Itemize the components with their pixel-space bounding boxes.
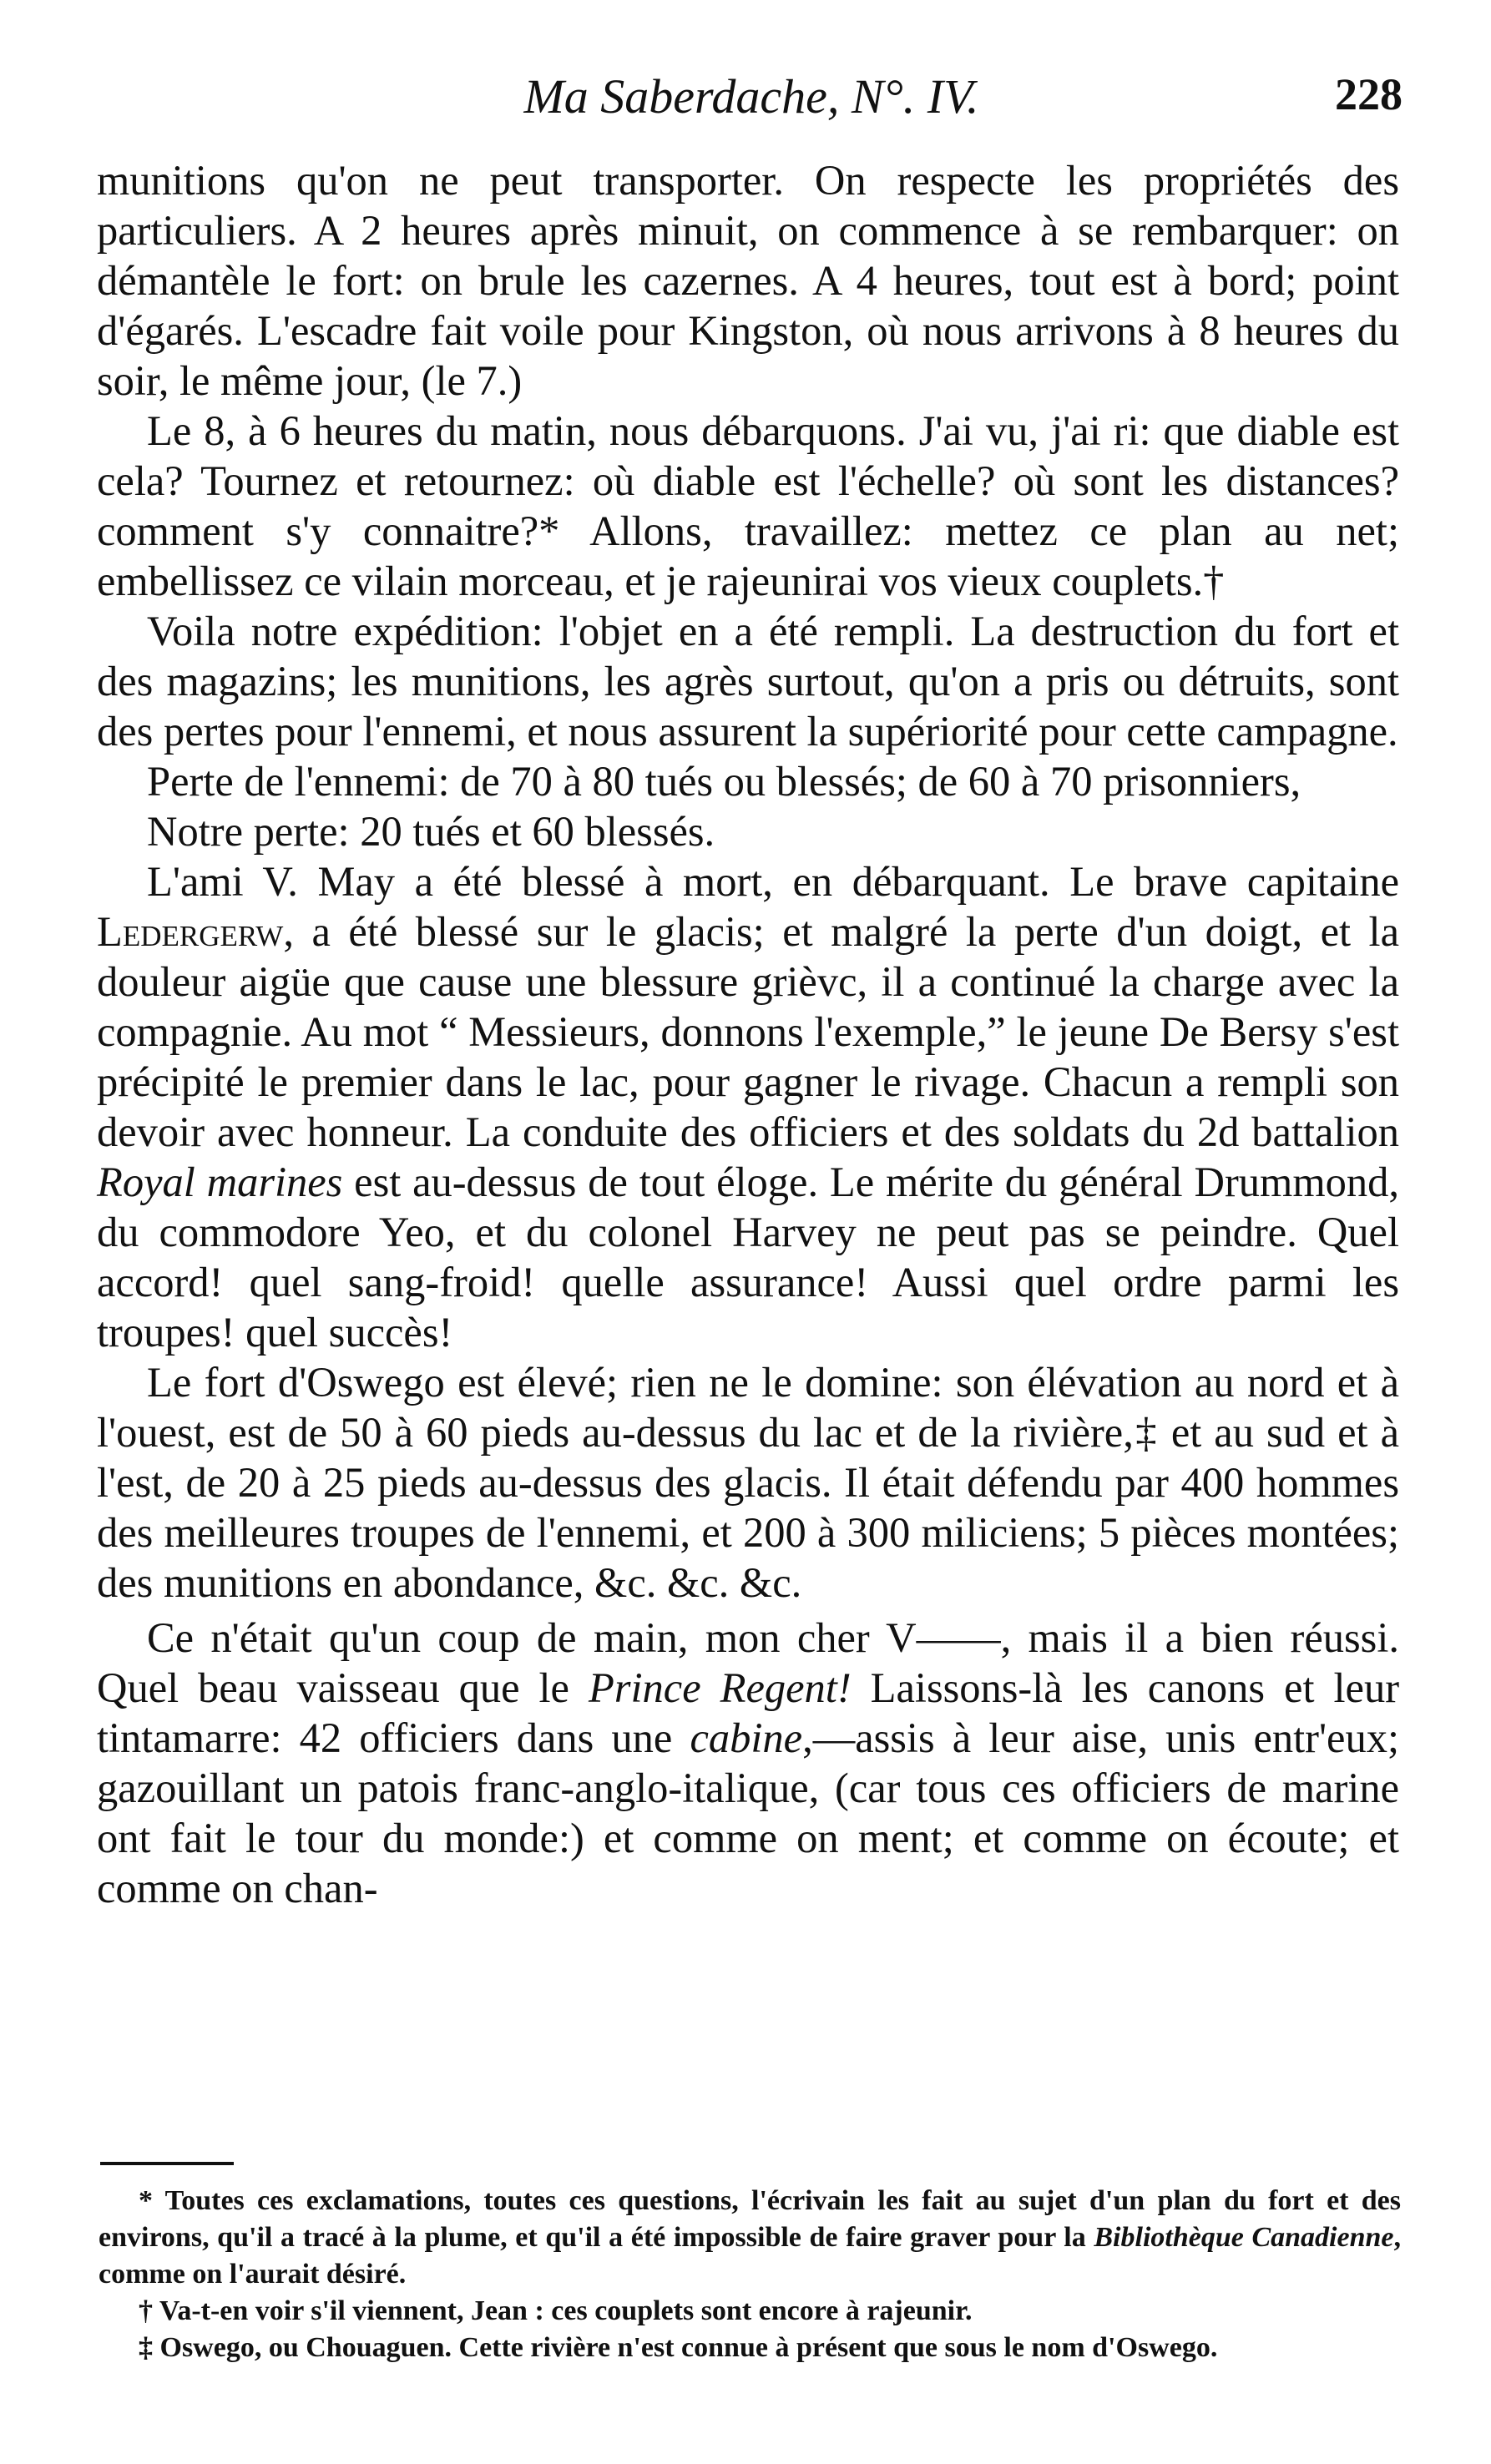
paragraph-8-text-a: Ce n'était qu'un coup de main, mon cher V——, mais il a bien réussi. Quel beau vaisseau que le — [97, 1614, 1399, 1711]
footnote-1-italic: Bibliothèque Canadienne — [1094, 2222, 1394, 2253]
footnote-rule — [100, 2162, 234, 2165]
paragraph-6-text-c: est au-dessus de tout éloge. Le mérite du général Drummond, du commodore Yeo, et du colonel Harvey ne peut pas se peindre. Quel accord! quel sang-froid! quelle assurance! Aussi quel ordre parmi les troupes! quel succès! — [97, 1159, 1399, 1356]
footnote-1 — [99, 2183, 1401, 2293]
paragraph-5: Notre perte: 20 tués et 60 blessés. — [147, 808, 715, 855]
paragraph-2: Le 8, à 6 heures du matin, nous débarquons. J'ai vu, j'ai ri: que diable est cela? Tournez et retournez: où diable est l'échelle? où sont les distances? comment s'y connaitre?* Allons, travaillez: mettez ce plan au net; embellissez ce vilain morceau, et je rajeunirai vos vieux couplets.† — [97, 407, 1399, 604]
body-text — [97, 155, 1399, 1913]
footnote-2: † Va-t-en voir s'il viennent, Jean : ces couplets sont encore à rajeunir. — [139, 2295, 973, 2326]
ship-name-italic: Prince Regent! — [589, 1664, 852, 1711]
footnote-3: ‡ Oswego, ou Chouaguen. Cette rivière n'est connue à présent que sous le nom d'Oswego. — [139, 2332, 1218, 2363]
captain-name: Ledergerw — [97, 908, 284, 955]
paragraph-1: munitions qu'on ne peut transporter. On respecte les propriétés des particuliers. A 2 heures après minuit, on commence à se rembarquer: on démantèle le fort: on brule les cazernes. A 4 heures, tout est à bord; point d'égarés. L'escadre fait voile pour Kingston, où nous arrivons à 8 heures du soir, le même jour, (le 7.) — [97, 157, 1399, 404]
footnotes — [99, 2183, 1401, 2366]
paragraph-6 — [97, 856, 1399, 1357]
cabine-italic: cabine — [690, 1714, 803, 1761]
paragraph-6-text-b: , a été blessé sur le glacis; et malgré la perte d'un doigt, et la douleur aigüe que cause une blessure grièvc, il a continué la charge avec la compagnie. Au mot “ Messieurs, donnons l'exemple,” le jeune De Bersy s'est précipité le premier dans le lac, pour gagner le rivage. Chacun a rempli son devoir avec honneur. La conduite des officiers et des soldats du 2d battalion — [97, 908, 1399, 1155]
running-title: Ma Saberdache, N°. IV. — [523, 69, 979, 124]
page-number: 228 — [1335, 69, 1403, 119]
paragraph-7: Le fort d'Oswego est élevé; rien ne le domine: son élévation au nord et à l'ouest, est de 50 à 60 pieds au-dessus du lac et de la rivière,‡ et au sud et à l'est, de 20 à 25 pieds au-dessus des glacis. Il était défendu par 400 hommes des meilleures troupes de l'ennemi, et 200 à 300 miliciens; 5 pièces montées; des munitions en abondance, &c. &c. &c. — [97, 1359, 1399, 1606]
royal-marines-italic: Royal marines — [97, 1159, 343, 1205]
page-header — [100, 65, 1403, 132]
paragraph-3: Voila notre expédition: l'objet en a été rempli. La destruction du fort et des magazins; les munitions, les agrès surtout, qu'on a pris ou détruits, sont des pertes pour l'ennemi, et nous assurent la supériorité pour cette campagne. — [97, 608, 1399, 755]
paragraph-6-text-a: L'ami V. May a été blessé à mort, en débarquant. Le brave capitaine — [147, 858, 1399, 905]
footnote-1-text-a: * Toutes ces exclamations, toutes ces questions, l'écrivain les fait au sujet d'un plan du fort et des environs, qu'il a tracé à la plume, et qu'il a été impossible de faire graver pour la — [99, 2185, 1401, 2253]
paragraph-8-text-c: ,—assis à leur aise, unis entr'eux; gazouillant un patois franc-anglo-italique, (car tous ces officiers de marine ont fait le tour du monde:) et comme on ment; et comme on écoute; et comme on chan- — [97, 1714, 1399, 1911]
footnote-1-text-b: , comme on l'aurait désiré. — [99, 2222, 1401, 2290]
paragraph-8 — [97, 1613, 1399, 1913]
paragraph-8-text-b: Laissons-là les canons et leur tintamarre: 42 officiers dans une — [97, 1664, 1400, 1761]
paragraph-4: Perte de l'ennemi: de 70 à 80 tués ou blessés; de 60 à 70 prisonniers, — [147, 758, 1301, 805]
